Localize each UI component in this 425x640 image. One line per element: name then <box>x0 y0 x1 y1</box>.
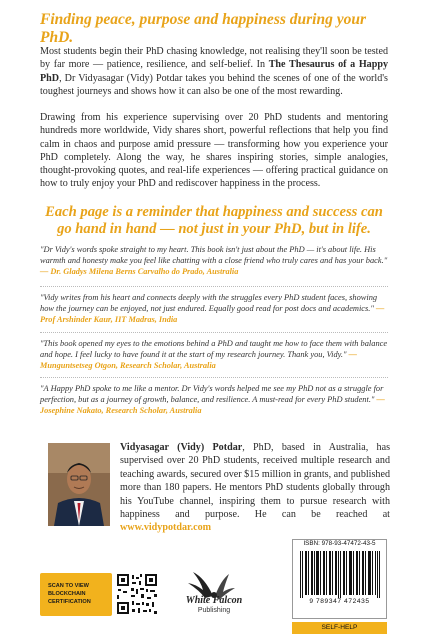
divider <box>40 332 388 333</box>
isbn-label: ISBN: 978-93-47472-43-5 <box>303 540 376 547</box>
book-title: The Thesaurus of a Happy PhD <box>40 59 388 84</box>
testimonial-text: "A Happy PhD spoke to me like a mentor. Dr Vidy's words helped me see my PhD not as a struggle for perfection, but as a journey of growth, balance, and resilience. A must-read for every PhD student." <box>40 384 384 405</box>
tagline: Each page is a reminder that happiness and success can go hand in hand — not just in your PhD, but in life. <box>45 204 383 237</box>
author-photo <box>48 443 110 526</box>
testimonial <box>40 244 388 278</box>
divider <box>40 286 388 287</box>
publisher-sub: Publishing <box>197 607 231 614</box>
testimonial <box>40 338 388 372</box>
testimonial <box>40 292 388 326</box>
testimonial-author: — Josephine Nakato, Research Scholar, Australia <box>40 395 385 416</box>
testimonial-text: "This book opened my eyes to the emotions behind a PhD and taught me how to face them with balance and hope. I feel lucky to have found it at the start of my research journey. Thank you, Vidy." <box>40 339 388 360</box>
author-portrait-icon <box>48 443 110 526</box>
qr-code-icon[interactable] <box>115 572 159 616</box>
scan-label: SCAN TO VIEW BLOCKCHAIN CERTIFICATION <box>48 583 91 605</box>
barcode-digits: 9 789347 472435 <box>309 598 370 605</box>
genre-label: SELF-HELP <box>292 622 387 634</box>
publisher-name: White Falcon <box>185 595 243 606</box>
testimonial-author: — Munguntsetseg Otgon, Research Scholar, Australia <box>40 350 357 371</box>
divider <box>40 377 388 378</box>
author-name: Vidyasagar (Vidy) Potdar <box>120 442 243 453</box>
barcode-icon <box>298 551 382 598</box>
testimonial-text: "Vidy writes from his heart and connects deeply with the struggles every PhD student faces, showing how the journey can be enjoyed, not just endured. Equally good read for post docs and academics." <box>40 293 378 314</box>
author-bio: Vidyasagar (Vidy) Potdar, PhD, based in Australia, has supervised over 20 PhD students, received multiple research and teaching awards, secured over $15 million in grants, and published more than 180 papers. He mentors PhD students globally through his YouTube channel, inspiring them to pursue research with happiness and purpose. He can be reached at www.vidypotdar.com <box>120 442 390 534</box>
body-paragraph: Drawing from his experience supervising over 20 PhD students and mentoring hundreds more worldwide, Vidy shares short, powerful reflections that help you find calm in chaos and purpose amid pressure — transforming how you experience your PhD completely. Along the way, he shares inspiring stories, simple analogies, thought-provoking quotes, and real-life experiences — offering practical guidance on how to truly enjoy your PhD and rediscover happiness in the process. <box>40 112 388 190</box>
author-website-link[interactable]: www.vidypotdar.com <box>120 522 212 534</box>
testimonial-author: — Prof Arshinder Kaur, IIT Madras, India <box>40 304 385 325</box>
cover-heading: Finding peace, purpose and happiness during your PhD. <box>40 11 366 46</box>
intro-paragraph: Most students begin their PhD chasing knowledge, not realising they'll soon be tested by far more — patience, resilience, and self-belief. In The Thesaurus of a Happy PhD, Dr Vidyasagar (Vidy) Potdar takes you behind the scenes of one of the world's toughest journeys and shows how it can also be one of the most rewarding. <box>40 46 388 97</box>
testimonial-author: — Dr. Gladys Milena Berns Carvalho do Prado, Australia <box>40 267 239 277</box>
testimonial-text: "Dr Vidy's words spoke straight to my heart. This book isn't just about the PhD — it's about life. His warmth and honesty make you feel like chatting with a close friend who truly cares and has your back." <box>40 245 388 266</box>
testimonial <box>40 383 388 417</box>
